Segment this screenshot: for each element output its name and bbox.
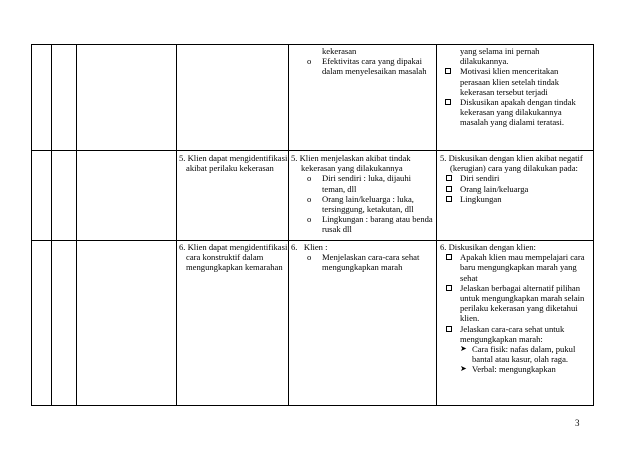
intervention-subitem — [440, 344, 592, 364]
row3-intervention-cell — [440, 242, 592, 375]
row1-criteria-cell — [307, 46, 431, 77]
intervention-item — [445, 66, 589, 97]
page-number: 3 — [575, 418, 580, 428]
intervention-item-text: Jelaskan cara-cara sehat untuk mengungkapkan marah: — [460, 323, 565, 344]
checkbox-icon — [445, 66, 451, 76]
bullet-circle-icon: o — [307, 56, 312, 67]
intervention-item — [440, 173, 590, 183]
objective-text: 5. Klien dapat mengidentifikasi akibat perilaku kekerasan — [179, 153, 288, 174]
arrow-bullet-icon: ➤ — [460, 344, 467, 354]
criteria-item-text: Diri sendiri : luka, dijauhi teman, dll — [322, 173, 412, 194]
intervention-item — [440, 194, 590, 204]
criteria-item — [291, 214, 433, 234]
row2-criteria-cell — [291, 153, 433, 235]
intervention-item — [440, 324, 592, 344]
criteria-item — [291, 252, 433, 272]
checkbox-icon — [446, 283, 452, 293]
criteria-item — [291, 173, 433, 193]
intervention-item-text: Motivasi klien menceritakan perasaan klien setelah tindak kekerasan tersebut terjadi — [460, 66, 560, 97]
criteria-item — [307, 56, 431, 76]
intervention-table — [31, 44, 594, 406]
intervention-item-text: Apakah klien mau mempelajari cara baru mengungkapkan marah yang sehat — [460, 252, 585, 283]
intervention-subitem — [440, 364, 592, 374]
intervention-item-text: Diri sendiri — [460, 173, 500, 184]
checkbox-icon — [446, 252, 452, 262]
column-divider — [76, 44, 77, 406]
criteria-item-text: Orang lain/keluarga : luka, tersinggung, ketakutan, dll — [322, 193, 414, 215]
criteria-line: kekerasan — [322, 46, 357, 56]
checkbox-icon — [446, 184, 452, 194]
bullet-circle-icon: o — [307, 193, 312, 204]
intervention-item-text: Diskusikan apakah dengan tindak kekerasan yang dilakukannya masalah yang dialami teratasi. — [460, 97, 576, 128]
row-divider — [31, 150, 594, 151]
row1-intervention-cell — [445, 46, 589, 128]
checkbox-icon — [446, 194, 452, 204]
row2-objective-cell — [179, 153, 290, 173]
intervention-item — [440, 252, 592, 283]
criteria-heading: 5. Klien menjelaskan akibat tindak kekerasan yang dilakukannya — [291, 153, 411, 174]
intervention-line: yang selama ini pernah dilakukannya. — [460, 46, 540, 67]
intervention-item — [445, 97, 589, 128]
criteria-item-text: Lingkungan : barang atau benda rusak dll — [322, 214, 433, 235]
intervention-subitem-text: Cara fisik: nafas dalam, pukul bantal atau kasur, olah raga. — [472, 344, 576, 365]
row3-criteria-cell — [291, 242, 433, 273]
intervention-item-text: Lingkungan — [460, 193, 502, 204]
objective-text: 6. Klien dapat mengidentifikasi cara konstruktif dalam mengungkapkan kemarahan — [179, 242, 288, 273]
criteria-item — [291, 194, 433, 214]
column-divider — [288, 44, 289, 406]
intervention-subitem-text: Verbal: mengungkapkan — [472, 364, 556, 375]
column-divider — [176, 44, 177, 406]
checkbox-icon — [446, 173, 452, 183]
column-divider — [31, 44, 32, 406]
row2-intervention-cell — [440, 153, 590, 204]
bullet-circle-icon: o — [307, 214, 312, 225]
criteria-heading: 6. Klien : — [291, 242, 328, 252]
intervention-heading: 5. Diskusikan dengan klien akibat negatif (kerugian) cara yang dilakukan pada: — [440, 153, 583, 174]
bullet-circle-icon: o — [307, 252, 312, 263]
checkbox-icon — [445, 97, 451, 107]
column-divider — [436, 44, 437, 406]
column-divider — [51, 44, 52, 406]
criteria-item-text: Menjelaskan cara-cara sehat mengungkapkan marah — [322, 252, 420, 273]
row3-objective-cell — [179, 242, 290, 273]
arrow-bullet-icon: ➤ — [460, 364, 467, 374]
table-border-top — [31, 44, 594, 45]
intervention-item — [440, 184, 590, 194]
bullet-circle-icon: o — [307, 173, 312, 184]
intervention-item-text: Orang lain/keluarga — [460, 183, 529, 194]
column-divider — [593, 44, 594, 406]
intervention-item — [440, 283, 592, 324]
intervention-heading: 6. Diskusikan dengan klien: — [440, 242, 536, 252]
checkbox-icon — [446, 324, 452, 334]
criteria-item-text: Efektivitas cara yang dipakai dalam menyelesaikan masalah — [322, 56, 427, 77]
table-border-bottom — [31, 405, 594, 406]
row-divider — [31, 240, 594, 241]
intervention-item-text: Jelaskan berbagai alternatif pilihan untuk mengungkapkan marah selain perilaku kekerasan yang diketahui klien. — [460, 282, 585, 324]
